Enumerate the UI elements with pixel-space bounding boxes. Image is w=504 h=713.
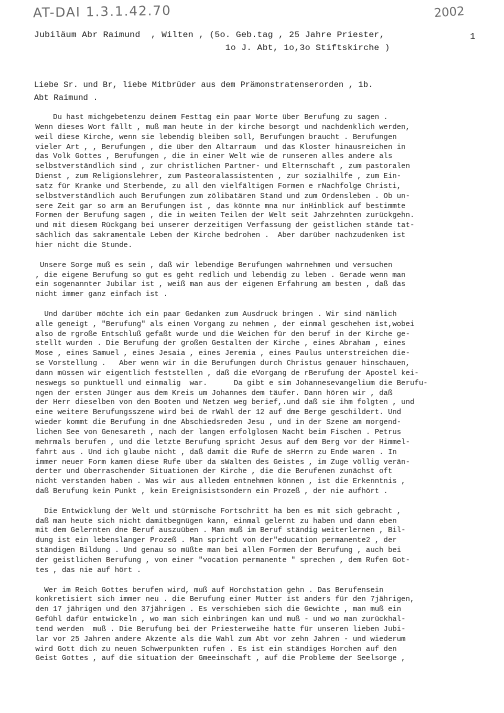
body-line: mit dem Gelernten dne Beruf auszuüben . Man muß im Beruf ständig weiterlernen , Bil-	[31, 527, 406, 536]
body-line: lichen See von Genesareth , nach der langen erfolglosen Nacht beim Fischen . Petrus	[31, 429, 402, 437]
body-line: wird Gott dich zu neuen Schwerpunkten rufen . Es ist ein ständiges Horchen auf den	[31, 645, 397, 654]
body-line: fahrt aus . Und ich glaube nicht , daß damit die Rufe de sHerrn zu Ende waren . In	[31, 448, 397, 457]
body-line: vieler Art , , Berufungen , die über den Altarraum und das Kloster hinausreichen in	[31, 143, 406, 152]
body-line: eine weitere Berufungsszene wird bei de rWahl der 12 auf dme Berge geschildert. Und	[31, 409, 402, 418]
salutation-line-2: Abt Raimund .	[34, 94, 98, 103]
body-line: selbstverständlich sind , zur christlichen Partner- und Elternschaft , zum pastoralen	[31, 163, 410, 172]
body-line: neswegs so punktuell und einmalig war. Da gibt e sim Johannesevangelium die Berufu-	[31, 379, 428, 388]
body-line: Wenn dieses Wort fällt , muß man heute in der kirche besorgt und nachdenklich werden,	[31, 123, 410, 132]
body-line: dung ist ein lebenslanger Prozeß . Man spricht von der"education permanente2 , der	[31, 537, 397, 546]
body-line: Gefühl dafür entwickeln , wo man sich einbringen kan und muß - und wo man zurückhal-	[31, 616, 406, 625]
body-line: und mit diesem Rückgang bei unserer derzeitigen Verfassung der geistlichen stände tat-	[31, 222, 415, 231]
body-line	[31, 252, 483, 262]
body-line: Mose , eines Samuel , eines Jesaia , eines Jeremia , eines Paulus unterstreichen die-	[31, 350, 410, 359]
body-line: nicht verstanden haben . Was wir aus alledem entnehmen können , ist die Erkenntnis ,	[31, 478, 406, 487]
salutation-line-1: Liebe Sr. und Br, liebe Mitbrüder aus dem Prämonstratenserorden , 1b.	[34, 81, 374, 90]
body-line: den 17 jährigen und den 37jährigen . Es verschieben sich die Gewichte , man muß ein	[31, 606, 402, 615]
body-line: alle geneigt , "Berufung" als einen Vorgang zu nehmen , der einmal geschehen ist,wobei	[31, 320, 415, 329]
header-line-1: Jubiläum Abr Raimund , Wilten , (5o. Geb.tag , 25 Jahre Priester,	[34, 30, 385, 40]
body-line: Unsere Sorge muß es sein , daß wir lebendige Berufungen wahrnehmen und versuchen	[31, 261, 393, 270]
body-line: stellt wurden . Die Berufung der großen Gestalten der Kirche , eines Abraham , eines	[31, 340, 406, 349]
body-line: sere Zeit gar so arm an Berufungen ist , das könnte mna nur inHinblick auf bestimmte	[31, 202, 406, 211]
body-line: immer neuer Form kamen diese Rufe über da sWalten des Geistes , im Zuge völlig verän-	[31, 458, 410, 467]
body-line: se Vorstellung . Aber wenn wir in die Berufungen durch Christus genauer hinschauen,	[31, 360, 410, 369]
body-line: Die Entwicklung der Welt und stürmische Fortschritt ha ben es mit sich gebracht ,	[31, 507, 402, 516]
body-line: daß man heute sich nicht damitbegnügen kann, einmal gelernt zu haben und dann eben	[31, 517, 397, 526]
body-line: satz für Kranke und Sterbende, zu all den vielfältigen Formen e rNachfolge Christi,	[31, 182, 402, 191]
body-line: konkretisiert sich immer neu . die Berufung einer Mutter ist anders für den 7jährigen,	[31, 596, 415, 605]
body-line: tend werden muß . Die Berufung bei der Priesterweihe hatte für unseren lieben Jubi-	[31, 625, 406, 634]
body-text	[31, 114, 483, 665]
body-line: der geistlichen Berufung , von einer "vocation permanente " sprechen , dem Rufen Got-	[31, 556, 410, 565]
body-line: tes , das nie auf hört .	[31, 566, 142, 575]
body-line: ein sogenannter Jubilar ist , weiß man aus der eigenen Erfahrung am besten , daß das	[31, 281, 406, 290]
archive-number: 2002	[433, 3, 465, 21]
body-line: Und darüber möchte ich ein paar Gedanken zum Ausdruck bringen . Wir sind nämlich	[31, 310, 397, 319]
body-line	[31, 577, 483, 587]
body-line: also de rgroße Entschluß gefaßt wurde und die Weichen für den beruf in der Kirche ge-	[31, 330, 410, 339]
body-line: dann müssen wir eigentlich feststellen , daß die eVorgang de rBerufung der Apostel kei-	[31, 369, 419, 378]
body-line: daß Berufung kein Punkt , kein Ereignisistsondern ein Prozeß , der nie aufhört .	[31, 488, 388, 497]
body-line: Wer im Reich Gottes berufen wird, muß auf Horchstation gehn . Das Berufensein	[31, 586, 384, 595]
body-line: ständigen Bildung . Und genau so müßte man bei allen Formen der Berufung , auch bei	[31, 547, 402, 556]
header-line-2: 1o J. Abt, 1o,3o Stiftskirche )	[34, 43, 390, 53]
body-line: , die eigene Berufung so gut es geht redlich und lebendig zu leben . Gerade wenn man	[31, 271, 406, 280]
body-line	[31, 498, 483, 508]
body-line: Geist Gottes , auf die situation der Gmeeinschaft , auf die Probleme der Seelsorge ,	[31, 655, 406, 664]
body-line: Dienst , zum Religionslehrer, zum Pasteoralassistenten , zur sozialhilfe , zum Ein-	[31, 173, 402, 182]
body-line: der Herr dieselben von den Booten und Netzen weg berief,.und daß sie ihm folgten , und	[31, 399, 415, 408]
body-line	[31, 301, 483, 311]
body-line: weil diese Kirche, wenn sie lebendig bleiben soll, Berufungen braucht . Berufungen	[31, 133, 397, 142]
body-line: nicht immer ganz einfach ist .	[31, 291, 168, 300]
body-line: derter und überraschender Situationen der Kirche , die die Berufenen zunächst oft	[31, 468, 393, 477]
body-line: Formen der Berufung sagen , die in weiten Teilen der Welt seit Jahrzehnten zurückgehn.	[31, 212, 415, 221]
body-line: hier nicht die Stunde.	[31, 241, 133, 250]
archive-stamp: AT-DAI 1.3.1.42.70	[32, 3, 172, 22]
body-line: das Volk Gottes , Berufungen , die in einer Welt wie de runseren alles andere als	[31, 153, 393, 162]
body-line: lar vor 25 Jahren andere Akzente als die Wahl zum Abt vor zehn Jahren - und wiederum	[31, 635, 406, 644]
body-line: ngen der ersten Jünger aus dem Kreis um Johannes dem täufer. Dann hören wir , daß	[31, 389, 393, 398]
body-line: sächlich das sakramentale Leben der Kirche bedrohen . Aber darüber nachzudenken ist	[31, 232, 406, 241]
page-number: 1	[470, 32, 476, 42]
body-line: mehrmals berufen , und die letzte Berufung spricht Jesus auf dem Berg vor der Himmel-	[31, 438, 410, 447]
body-line: Du hast michgebetenzu deinem Festtag ein paar Worte über Berufung zu sagen .	[31, 114, 388, 122]
body-line: selbstverständlich auch Berufungen zum zölibatären Stand und zum Ordensleben . Ob un-	[31, 192, 410, 201]
body-line: wieder kommt die Berufung in dne Abschiedsreden Jesu , und in der Szene am morgend-	[31, 419, 402, 428]
